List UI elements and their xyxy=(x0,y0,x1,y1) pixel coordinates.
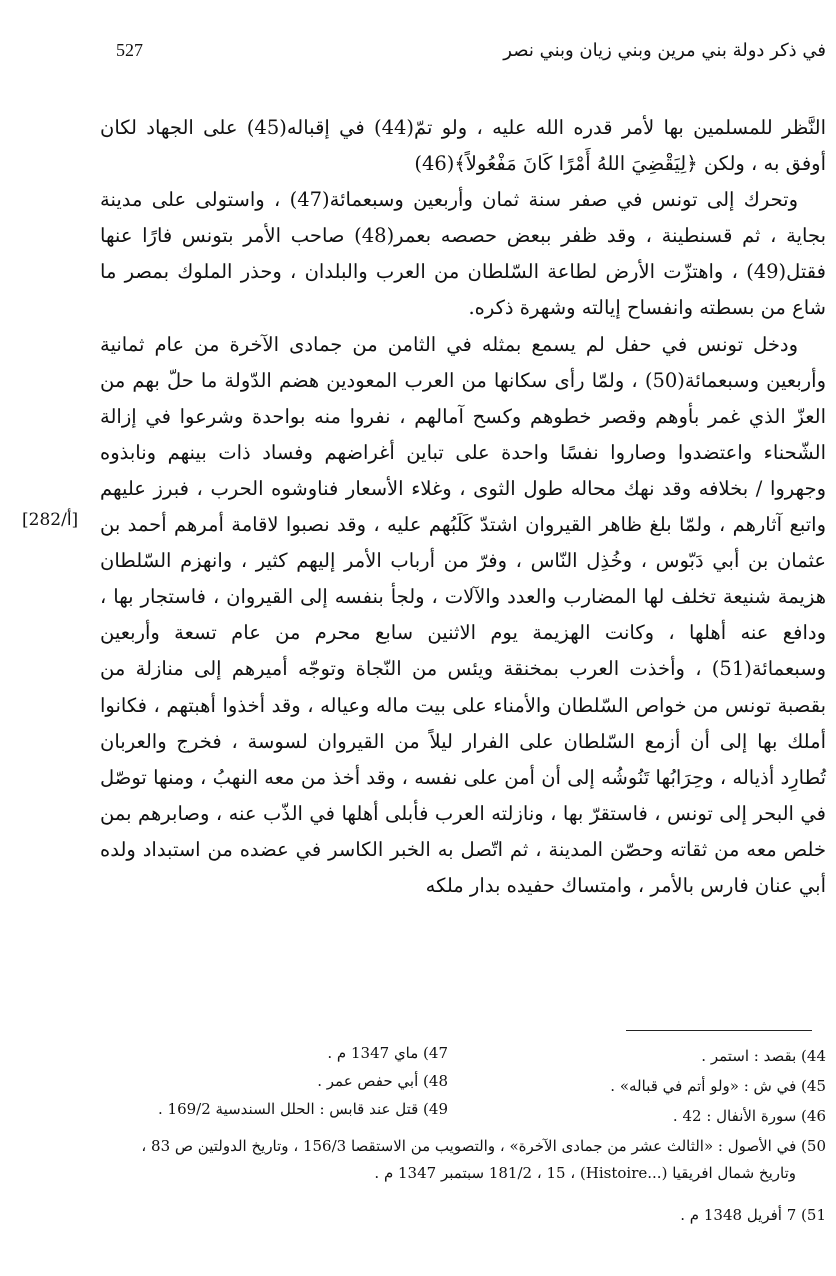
footnote-item: 51) 7 أفريل 1348 م . xyxy=(680,1206,826,1224)
footnote-item: وتاريخ شمال افريقيا (...Histoire) ، 181/2 ، 15 سبتمبر 1347 م . xyxy=(374,1164,796,1182)
footnote-item: 44) بقصد : استمر . xyxy=(701,1047,826,1065)
footnote-item: 48) أبي حفص عمر . xyxy=(317,1072,448,1090)
footnote-item: 49) قتل عند قابس : الحلل السندسية 169/2 . xyxy=(157,1100,448,1118)
footnote-item: 47) ماي 1347 م . xyxy=(327,1044,448,1062)
body-text xyxy=(100,110,826,904)
footnote-rule xyxy=(626,1030,812,1031)
paragraph-2: وتحرك إلى تونس في صفر سنة ثمان وأربعين وسبعمائة(47) ، واستولى على مدينة بجاية ، ثم قسنطينة ، وقد ظفر ببعض حصصه بعمر(48) صاحب الأمر بتونس فارًا عنها فقتل(49) ، واهتزّت الأرض لطاعة السّلطان من العرب والبلدان ، وحذر الملوك بمصر ما شاع من بسطته وانفساح إيالته وشهرة ذكره. xyxy=(100,188,827,320)
margin-folio-note: [282/أ] xyxy=(22,510,79,530)
paragraph-3: ودخل تونس في حفل لم يسمع بمثله في الثامن من جمادى الآخرة من عام ثمانية وأربعين وسبعمائة(50) ، ولمّا رأى سكانها من العرب المعودين هضم الدّولة ما حلّ بهم من العزّ الذي غمر بأوهم وقصر خطوهم وكسح آمالهم ، نفروا منه بواحدة وشرعوا في إزالة الشّحناء واعتضدوا وصاروا نفسًا واحدة على تباين أغراضهم وفساد ذات بينهم ونابذوه وجهروا / بخلافه وقد نهك محاله طول الثوى ، وغلاء الأسعار فناوشوه الحرب ، فبرز عليهم واتبع آثارهم ، ولمّا بلغ ظاهر القيروان اشتدّ كَلَبُهم عليه ، وقد نصبوا لاقامة أمرهم أحمد بن عثمان بن أبي دَبّوس ، وخُذِل النّاس ، وفرّ من أرباب الأمر إليهم كثير ، وانهزم السّلطان هزيمة شنيعة تخلف لها المضارب والعدد والآلات ، ولجأ بنفسه إلى القيروان ، فاستجار بها ، ودافع عنه أهلها ، وكانت الهزيمة يوم الاثنين سابع محرم من عام تسعة وأربعين وسبعمائة(51) ، وأخذت العرب بمخنقة ويئس من النّجاة وتوجّه أميرهم إلى منازلة من بقصبة تونس من خواص السّلطان والأمناء على بيت ماله وعياله ، وقد أخذوا أهبتهم ، فكانوا أملك بها إلى أن أزمع السّلطان على الفرار ليلاً من القيروان لسوسة ، فخرج والعربان تُطارِد أذياله ، وحِرَابُها تَنُوشُه إلى أن أمن على نفسه ، وقد أخذ من معه النهبُ ، ومنها توصّل في البحر إلى تونس ، فاستقرّ بها ، ونازلته العرب فأبلى أهلها في الذّب عنه ، وصابرهم بمن خلص معه من ثقاته وحصّن المدينة ، ثم اتّصل به الخبر الكاسر في عضده من استبداد ولده أبي عنان فارس بالأمر ، وامتساك حفيده بدار ملكه xyxy=(100,332,826,897)
footnote-item: 46) سورة الأنفال : 42 . xyxy=(672,1107,826,1125)
paragraph-1: النَّظر للمسلمين بها لأمر قدره الله عليه ، ولو تمّ(44) في إقباله(45) على الجهاد لكان أوفق به ، ولكن ﴿لِيَقْضِيَ اللهُ أَمْرًا كَانَ مَفْعُولاً﴾(46) xyxy=(100,116,826,176)
page-number: 527 xyxy=(116,40,143,60)
footnote-item: 45) في ش : «ولو أتم في قباله» . xyxy=(610,1077,826,1095)
footnote-item: 50) في الأصول : «الثالث عشر من جمادى الآخرة» ، والتصويب من الاستقصا 156/3 ، وتاريخ الدولتين ص 83 ، xyxy=(141,1137,826,1155)
running-head: في ذكر دولة بني مرين وبني زيان وبني نصر xyxy=(503,40,826,61)
